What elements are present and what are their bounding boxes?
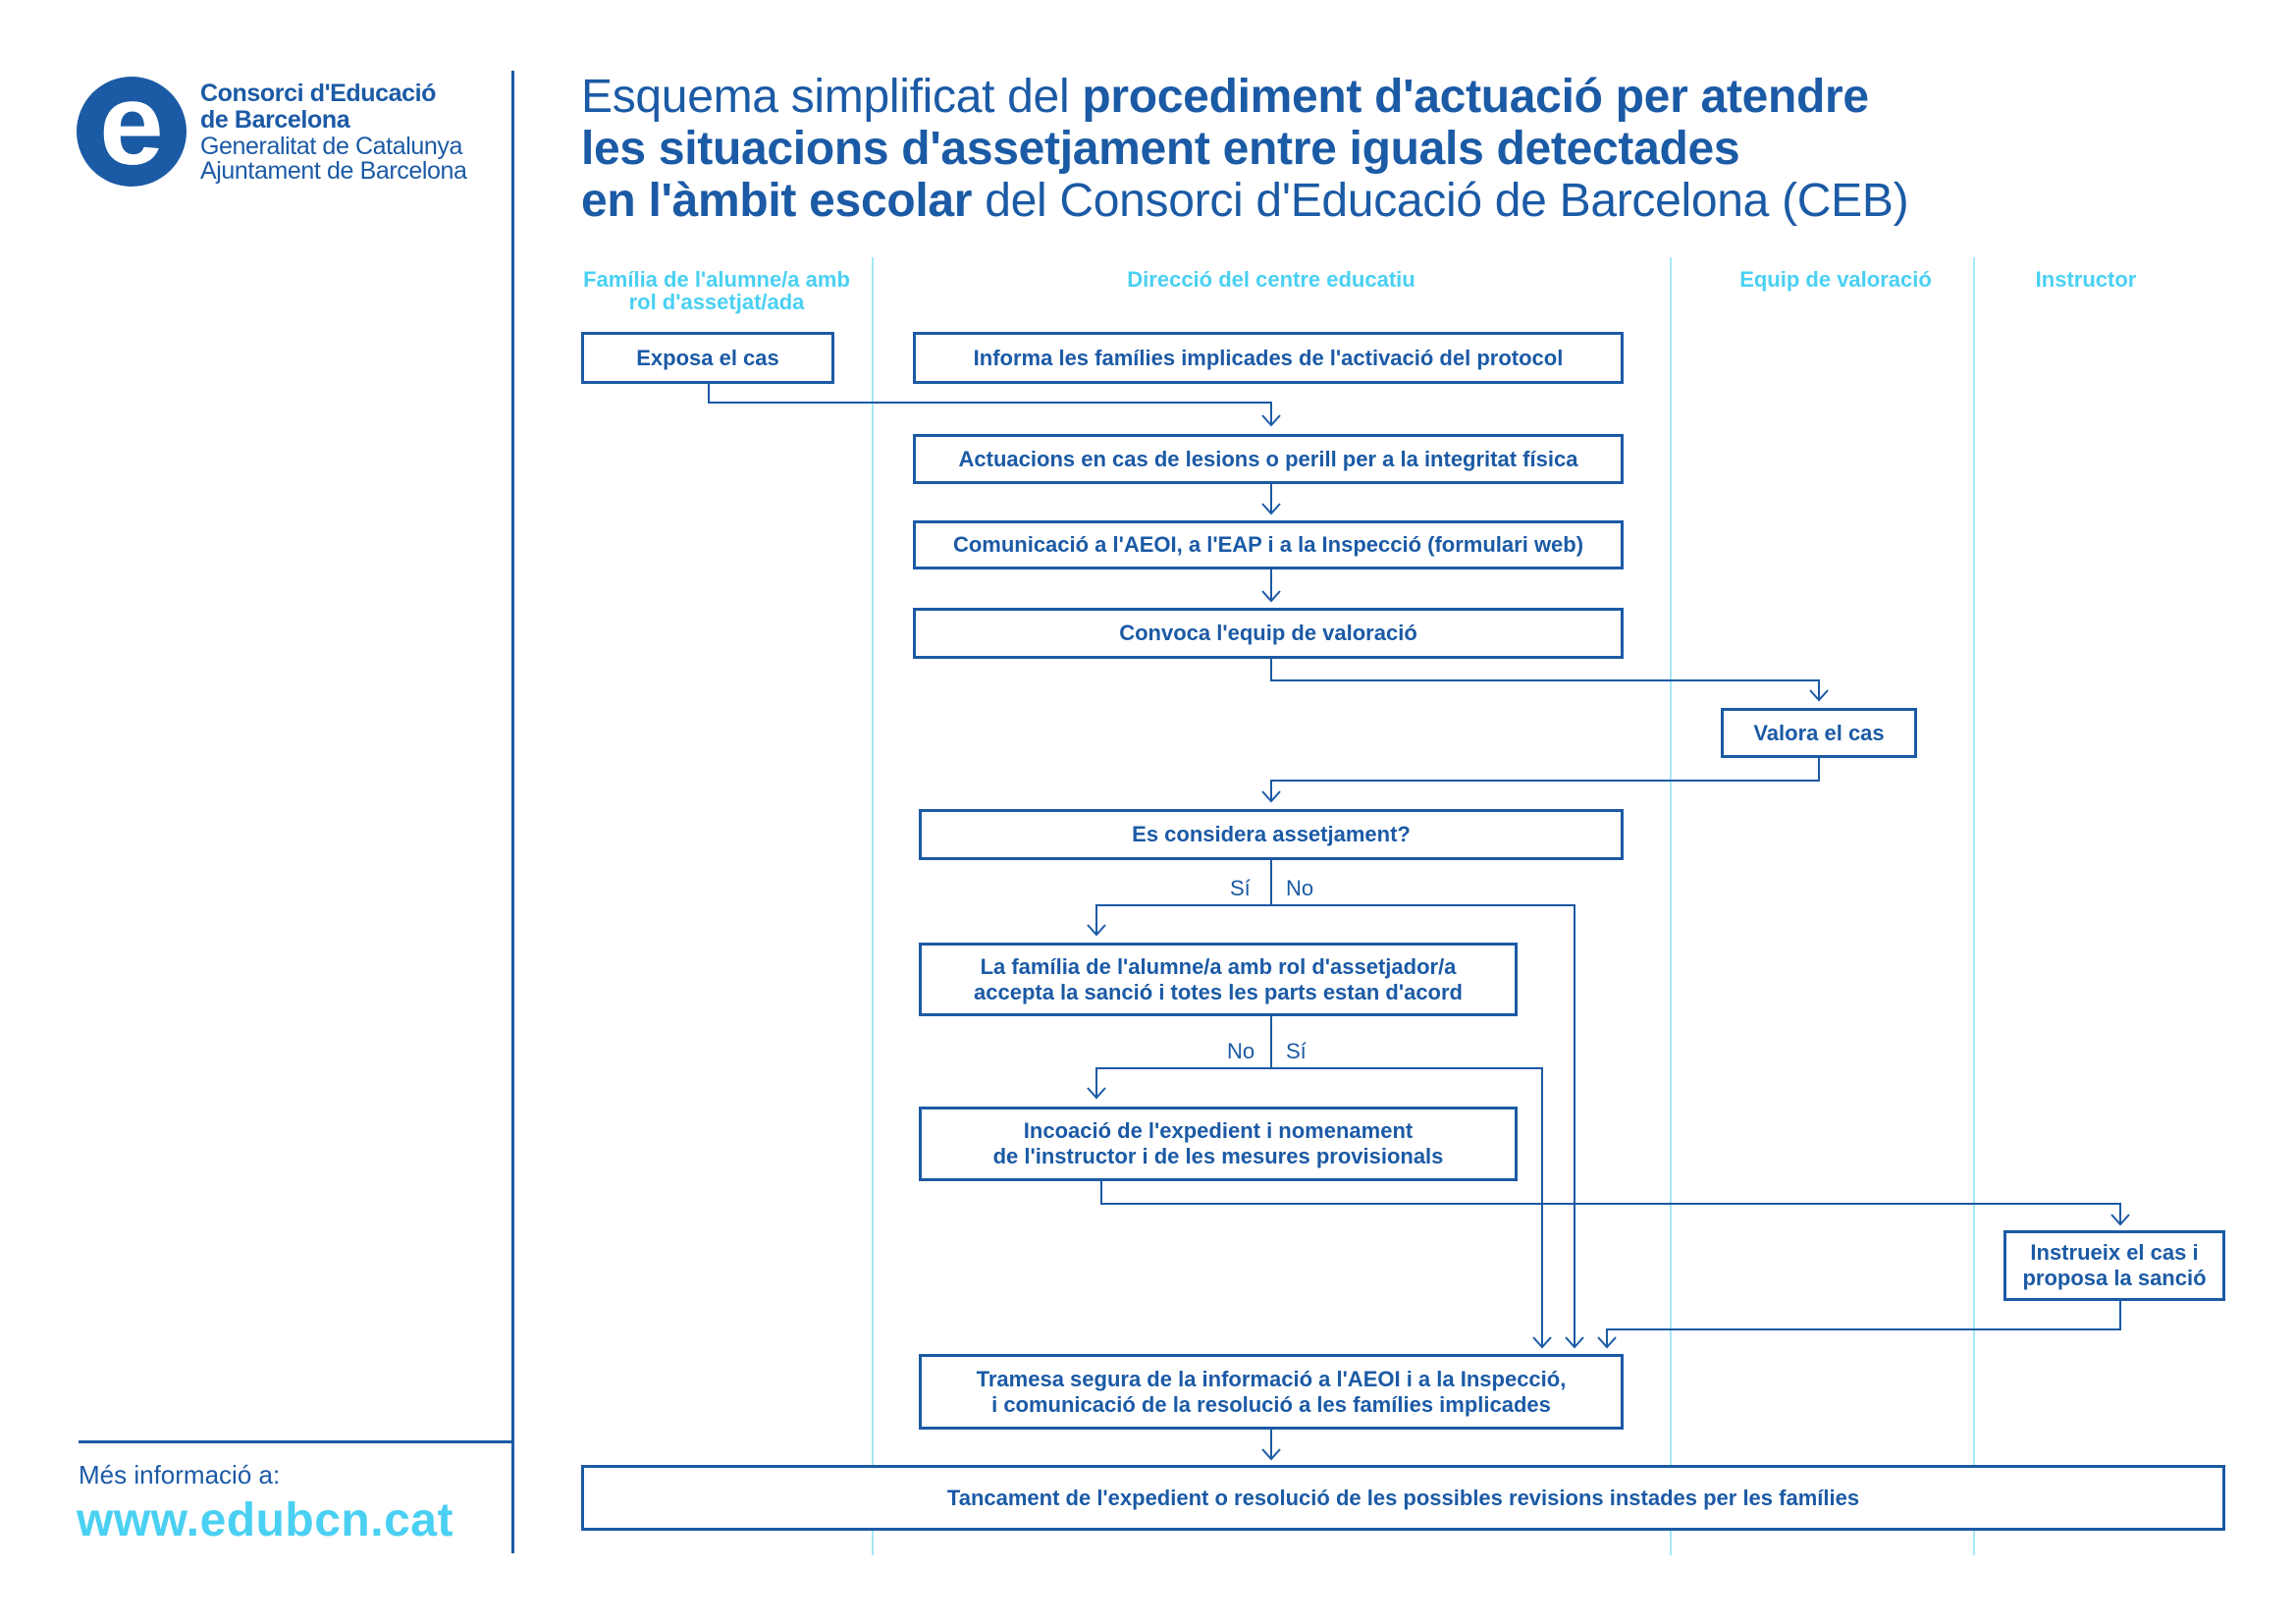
lane-header-direction: Direcció del centre educatiu (1127, 267, 1415, 292)
brand-name-line2: de Barcelona (200, 106, 350, 134)
connector-expose-to-actions (709, 384, 1271, 424)
lane-header-family-line1: Família de l'alumne/a amb (583, 267, 850, 292)
title-line3-bold: en l'àmbit escolar (581, 175, 973, 227)
arrowheads (1088, 415, 2129, 1459)
connector-assess-to-question (1271, 758, 1819, 801)
box-injury-actions (913, 434, 1624, 484)
box-inform-families-text: Informa les famílies implicades de l'activació del protocol (973, 345, 1564, 370)
title-line2-bold: les situacions d'assetjament entre iguals detectades (581, 123, 1740, 175)
box-is-bullying-question (919, 809, 1624, 860)
box-secure-send-line1: Tramesa segura de la informació a l'AEOI i a la Inspecció, (976, 1366, 1567, 1391)
connector-question-yes (1096, 905, 1271, 935)
connector-accept-no (1096, 1068, 1271, 1098)
box-instruct-case-line2: proposa la sanció (2022, 1266, 2207, 1290)
label-question-no: No (1286, 876, 1314, 900)
box-family-accepts (919, 943, 1518, 1016)
box-communicate (913, 520, 1624, 569)
box-instruct-case-line1: Instrueix el cas i (2030, 1240, 2199, 1265)
brand-name-line1: Consorci d'Educació (200, 80, 437, 107)
box-initiate-proceedings-line1: Incoació de l'expedient i nomenament (1023, 1118, 1414, 1143)
box-initiate-proceedings (919, 1107, 1518, 1181)
box-family-accepts-line1: La família de l'alumne/a amb rol d'assetjador/a (980, 953, 1457, 979)
box-is-bullying-question-text: Es considera assetjament? (1132, 822, 1411, 846)
lane-header-team: Equip de valoració (1739, 267, 1932, 292)
box-assess-case-text: Valora el cas (1753, 720, 1885, 745)
title-line1-normal: Esquema simplificat del (581, 71, 1083, 123)
more-info-label: Més informació a: (79, 1460, 281, 1489)
more-info-link[interactable]: www.edubcn.cat (77, 1494, 454, 1546)
title-line3-normal: del Consorci d'Educació de Barcelona (CEB) (972, 175, 1909, 227)
box-injury-actions-text: Actuacions en cas de lesions o perill per a la integritat física (958, 446, 1578, 471)
box-instruct-case (2003, 1230, 2225, 1301)
box-assess-case (1721, 708, 1917, 758)
connector-convene-to-assess (1271, 659, 1819, 700)
lane-header-instructor: Instructor (2035, 267, 2137, 292)
label-accept-no: No (1227, 1039, 1255, 1063)
label-accept-yes: Sí (1286, 1039, 1307, 1063)
connector-instruct-to-send (1607, 1301, 2120, 1347)
box-initiate-proceedings-line2: de l'instructor i de les mesures provisionals (992, 1144, 1444, 1168)
lane-header-family-line2: rol d'assetjat/ada (628, 290, 805, 314)
box-family-accepts-line2: accepta la sanció i totes les parts estan d'acord (974, 979, 1463, 1004)
box-convene-team (913, 608, 1624, 659)
title-line1-bold: procediment d'actuació per atendre (1082, 71, 1869, 123)
box-inform-families (913, 332, 1624, 384)
box-close-proceedings (581, 1465, 2225, 1531)
logo-e-icon: e (77, 77, 187, 187)
box-expose-case-text: Exposa el cas (636, 345, 779, 370)
box-convene-team-text: Convoca l'equip de valoració (1119, 621, 1417, 645)
connector-initiate-to-instruct (1101, 1181, 2120, 1224)
brand-name-line3: Generalitat de Catalunya (200, 133, 462, 160)
brand-name-line4: Ajuntament de Barcelona (200, 157, 467, 185)
box-secure-send-line2: i comunicació de la resolució a les famílies implicades (991, 1391, 1551, 1417)
box-close-proceedings-text: Tancament de l'expedient o resolució de les possibles revisions instades per les famílies (946, 1485, 1860, 1510)
label-question-yes: Sí (1230, 876, 1251, 900)
box-communicate-text: Comunicació a l'AEOI, a l'EAP i a la Inspecció (formulari web) (952, 532, 1584, 557)
box-secure-send (919, 1354, 1624, 1430)
box-expose-case (581, 332, 834, 384)
